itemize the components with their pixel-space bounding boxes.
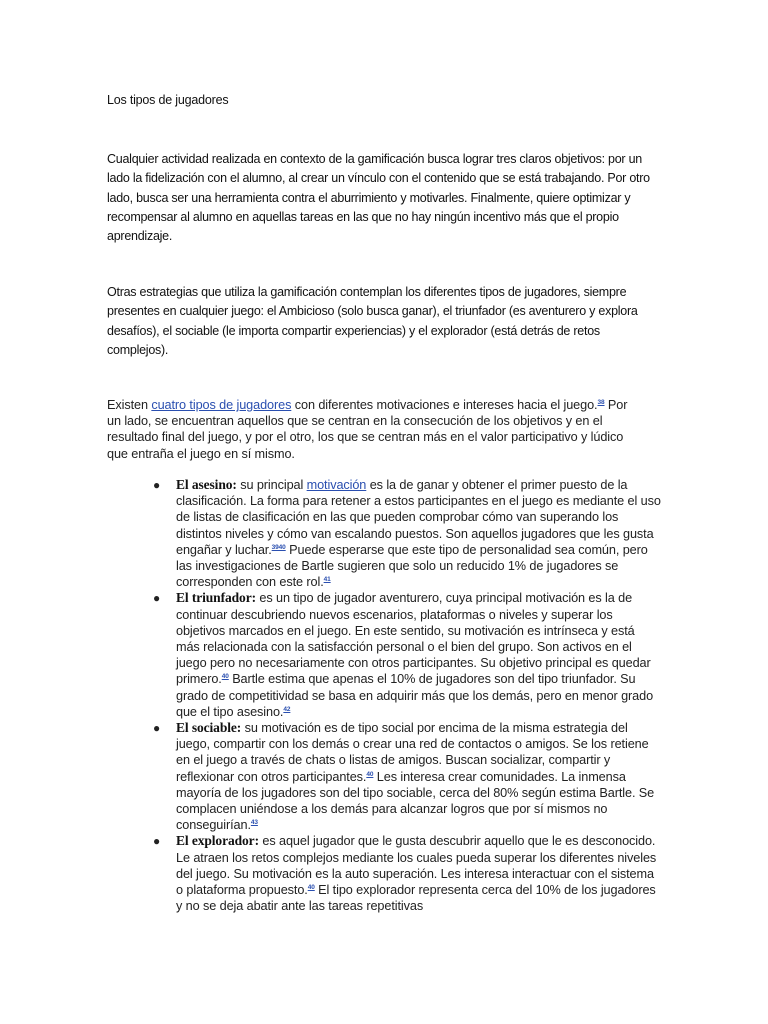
item-text: Les interesa crear comunidades. La inmensa mayoría de los jugadores son del tipo sociable, cerca del 80% según estima Bartle. Se complacen uniéndose a los demás para alcanzar logros que por sí mismos no conseguirían. [176, 769, 655, 833]
reference-link[interactable]: 43 [250, 819, 258, 827]
item-text: Bartle estima que apenas el 10% de jugadores son del tipo triunfador. Su grado de competitividad se basa en adquirir más que los demás, pero en menor grado que el tipo asesino. [176, 672, 654, 719]
motivacion-link[interactable]: motivación [306, 478, 367, 492]
paragraph-objectives: Cualquier actividad realizada en contexto de la gamificación busca lograr tres claros objetivos: por un lado la fidelización con el alumno, al crear un vínculo con el contenido que se está trabajando. Por otro lado, busca ser una herramienta contra el aburrimiento y motivarles. Finalmente, quiere optimizar y recompensar al alumno en aquellas tareas en las que no hay ningún incentivo más que el propio aprendizaje. [107, 152, 650, 244]
item-text: es un tipo de jugador aventurero, cuya principal motivación es la de continuar descubriendo nuevos escenarios, plataformas o niveles y superar los objetivos marcados en el juego. En este sentido, su motivación es intrínseca y está más relacionada con la satisfacción personal o el bien del grupo. Son activos en el juego pero no necesariamente con otros participantes. Su objetivo principal es quedar primero. [176, 591, 651, 687]
bullet-icon: ● [153, 591, 161, 606]
bullet-icon: ● [153, 834, 161, 849]
list-item-explorador [153, 833, 661, 914]
list-item-asesino [153, 477, 661, 590]
intro-text: con diferentes motivaciones e intereses hacia el juego. [291, 398, 598, 412]
item-text: su motivación es de tipo social por encima de la misma estrategia del juego, compartir con los demás o crear una red de contactos o amigos. Se los retiene en el juego a través de chats o listas de amigos. Buscan socializar, compartir y reflexionar con otros participantes. [176, 721, 649, 784]
item-text: Puede esperarse que este tipo de personalidad sea común, pero las investigaciones de Bartle sugieren que solo un reducido 1% de jugadores se corresponden con este rol. [176, 542, 648, 590]
player-types-link[interactable]: cuatro tipos de jugadores [151, 398, 292, 412]
intro-text: Por un lado, se encuentran aquellos que se centran en la consecución de los objetivos y en el resultado final del juego, y por el otro, los que se centran más en el valor participativo y lúdico que entraña el juego en sí mismo. [107, 398, 628, 461]
term-sociable: El sociable: [176, 720, 242, 736]
paragraph-strategies: Otras estrategias que utiliza la gamificación contemplan los diferentes tipos de jugadores, siempre presentes en cualquier juego: el Ambicioso (solo busca ganar), el triunfador (es aventurero y explora desafíos), el sociable (le importa compartir experiencias) y el explorador (está detrás de retos complejos). [107, 285, 638, 357]
reference-link[interactable]: 38 [597, 399, 605, 406]
reference-link[interactable]: 40 [307, 884, 315, 892]
reference-link[interactable]: 40 [366, 770, 374, 778]
bullet-icon: ● [153, 721, 161, 736]
term-explorador: El explorador: [176, 833, 259, 849]
reference-link[interactable]: 40 [221, 673, 229, 681]
list-item-sociable [153, 720, 661, 833]
item-text: es la de ganar y obtener el primer puesto de la clasificación. La forma para retener a estos participantes en el juego es mediante el uso de listas de clasificación en las que pueden comprobar cómo van superando los distintos niveles y cómo van escalando puestos. Son aquellos jugadores que les gusta engañar y luchar. [176, 478, 661, 557]
reference-link[interactable]: 3940 [271, 543, 286, 551]
item-text: su principal [236, 478, 307, 492]
reference-link[interactable]: 41 [323, 576, 331, 584]
bullet-icon: ● [153, 478, 161, 492]
paragraph-intro [107, 397, 635, 462]
document-title: Los tipos de jugadores [107, 93, 229, 107]
item-text: El tipo explorador representa cerca del 10% de los jugadores y no se deja abatir ante las tareas repetitivas [176, 883, 656, 914]
term-asesino: El asesino: [176, 477, 237, 492]
intro-text: Existen [107, 398, 152, 412]
player-types-list [153, 477, 661, 914]
item-text: es aquel jugador que le gusta descubrir aquello que le es desconocido. Le atraen los retos complejos mediante los cuales pueda superar los diferentes niveles del juego. Su motivación es la auto superación. Les interesa interactuar con el sistema o plataforma propuesto. [176, 834, 657, 898]
list-item-triunfador [153, 590, 661, 720]
term-triunfador: El triunfador: [176, 590, 256, 606]
reference-link[interactable]: 42 [283, 705, 291, 713]
